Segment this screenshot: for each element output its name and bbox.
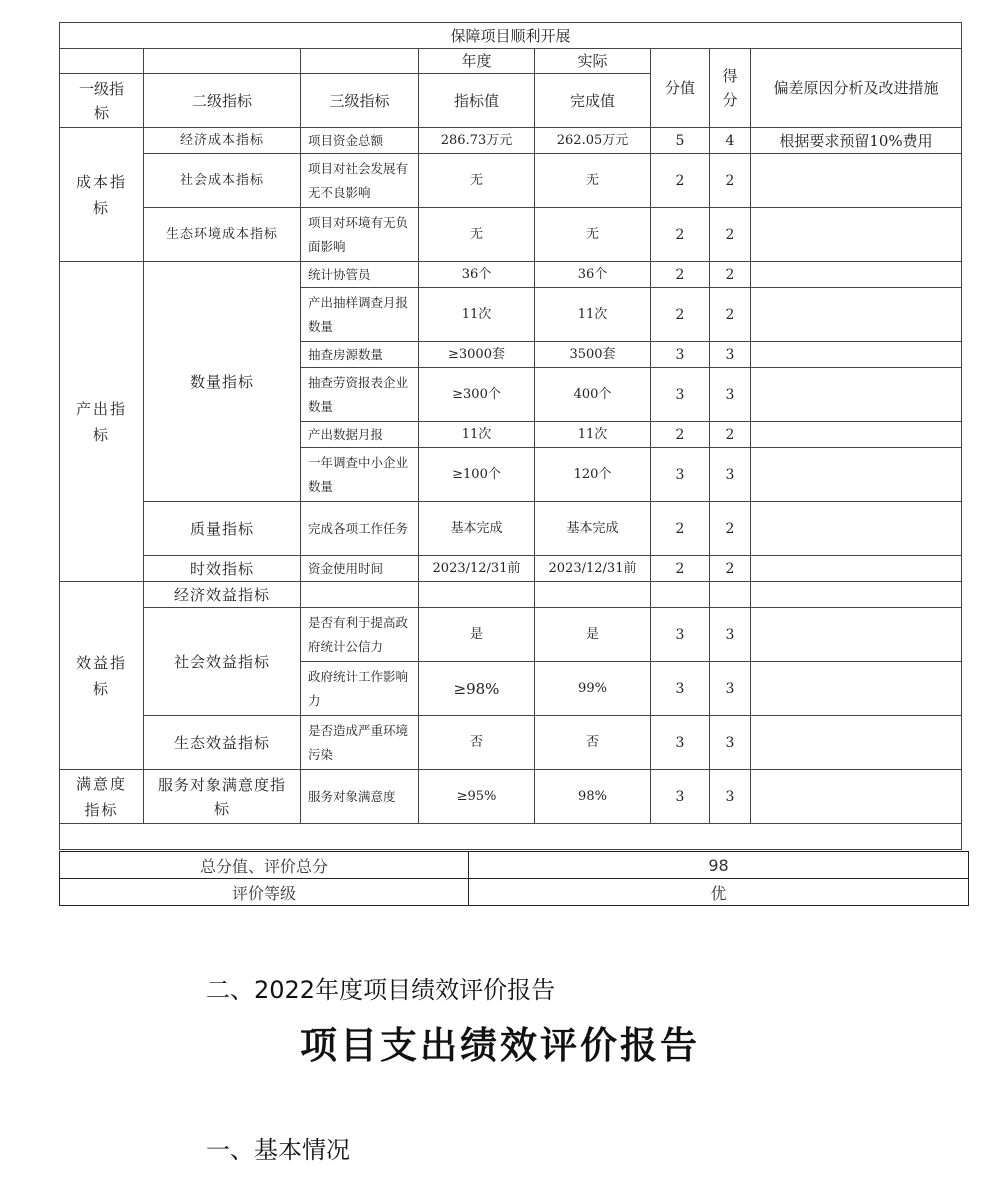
target-cell: 无 (419, 154, 535, 208)
table-row (60, 502, 962, 556)
actual-cell: 基本完成 (535, 502, 651, 556)
header-actual-bottom: 完成值 (535, 74, 651, 128)
level2-eco-benefit: 生态效益指标 (144, 716, 301, 770)
actual-cell: 36个 (535, 262, 651, 288)
header-spacer-1 (60, 49, 144, 74)
actual-cell: 无 (535, 208, 651, 262)
got-cell: 2 (710, 154, 751, 208)
target-cell: ≥100个 (419, 448, 535, 502)
level3-cell (301, 582, 419, 608)
level3-cell: 产出数据月报 (301, 422, 419, 448)
got-cell: 2 (710, 288, 751, 342)
level3-cell: 产出抽样调查月报数量 (301, 288, 419, 342)
note-cell (751, 662, 962, 716)
got-cell: 2 (710, 208, 751, 262)
level3-cell: 是否造成严重环境污染 (301, 716, 419, 770)
target-cell: ≥95% (419, 770, 535, 824)
target-cell: 是 (419, 608, 535, 662)
note-cell: 根据要求预留10%费用 (751, 128, 962, 154)
target-cell: 基本完成 (419, 502, 535, 556)
got-cell: 2 (710, 262, 751, 288)
group-cost: 成本指标 (60, 128, 144, 262)
note-cell (751, 208, 962, 262)
grade-value: 优 (469, 879, 969, 906)
actual-cell: 400个 (535, 368, 651, 422)
note-cell (751, 582, 962, 608)
header-spacer-3 (301, 49, 419, 74)
actual-cell: 99% (535, 662, 651, 716)
note-cell (751, 448, 962, 502)
score-cell: 2 (651, 208, 710, 262)
score-cell: 2 (651, 422, 710, 448)
got-cell: 2 (710, 502, 751, 556)
actual-cell: 11次 (535, 288, 651, 342)
score-cell: 3 (651, 770, 710, 824)
note-cell (751, 770, 962, 824)
score-cell (651, 582, 710, 608)
level3-cell: 抽查房源数量 (301, 342, 419, 368)
score-cell: 2 (651, 288, 710, 342)
level3-cell: 抽查劳资报表企业数量 (301, 368, 419, 422)
level3-cell: 项目对环境有无负面影响 (301, 208, 419, 262)
target-cell: 36个 (419, 262, 535, 288)
table-row (60, 154, 962, 208)
target-cell: 286.73万元 (419, 128, 535, 154)
got-cell (710, 582, 751, 608)
table-row (60, 608, 962, 662)
group-satisfaction: 满意度指标 (60, 770, 144, 824)
level2-economic-cost: 经济成本指标 (144, 128, 301, 154)
target-cell (419, 582, 535, 608)
header-spacer-2 (144, 49, 301, 74)
note-cell (751, 154, 962, 208)
actual-cell: 120个 (535, 448, 651, 502)
header-score-value: 分值 (651, 49, 710, 128)
note-cell (751, 262, 962, 288)
actual-cell: 无 (535, 154, 651, 208)
score-cell: 5 (651, 128, 710, 154)
header-annual-bottom: 指标值 (419, 74, 535, 128)
got-cell: 3 (710, 608, 751, 662)
summary-table (59, 851, 969, 906)
level2-social-benefit: 社会效益指标 (144, 608, 301, 716)
header-actual-top: 实际 (535, 49, 651, 74)
actual-cell: 是 (535, 608, 651, 662)
level2-quantity: 数量指标 (144, 262, 301, 502)
level3-cell: 项目对社会发展有无不良影响 (301, 154, 419, 208)
report-title: 项目支出绩效评价报告 (300, 1023, 700, 1067)
got-cell: 3 (710, 716, 751, 770)
got-cell: 3 (710, 368, 751, 422)
score-cell: 3 (651, 662, 710, 716)
got-cell: 3 (710, 770, 751, 824)
level2-social-cost: 社会成本指标 (144, 154, 301, 208)
level2-eco-cost: 生态环境成本指标 (144, 208, 301, 262)
note-cell (751, 716, 962, 770)
actual-cell: 11次 (535, 422, 651, 448)
target-cell: 11次 (419, 422, 535, 448)
score-cell: 2 (651, 262, 710, 288)
level2-service-satisfaction: 服务对象满意度指标 (144, 770, 301, 824)
score-cell: 3 (651, 716, 710, 770)
table-row (60, 770, 962, 824)
level3-cell: 资金使用时间 (301, 556, 419, 582)
target-cell: ≥300个 (419, 368, 535, 422)
header-score-got: 得分 (710, 49, 751, 128)
actual-cell: 2023/12/31前 (535, 556, 651, 582)
group-benefit: 效益指标 (60, 582, 144, 770)
score-cell: 2 (651, 502, 710, 556)
note-cell (751, 288, 962, 342)
total-score-label: 总分值、评价总分 (60, 852, 469, 879)
header-level1: 一级指标 (60, 74, 144, 128)
score-cell: 2 (651, 556, 710, 582)
note-cell (751, 422, 962, 448)
table-row (60, 716, 962, 770)
note-cell (751, 368, 962, 422)
got-cell: 2 (710, 556, 751, 582)
performance-table (59, 22, 962, 850)
level3-cell: 服务对象满意度 (301, 770, 419, 824)
got-cell: 3 (710, 342, 751, 368)
actual-cell: 98% (535, 770, 651, 824)
grade-label: 评价等级 (60, 879, 469, 906)
level2-quality: 质量指标 (144, 502, 301, 556)
score-cell: 3 (651, 448, 710, 502)
level2-timeliness: 时效指标 (144, 556, 301, 582)
level3-cell: 项目资金总额 (301, 128, 419, 154)
got-cell: 4 (710, 128, 751, 154)
section2-heading: 二、2022年度项目绩效评价报告 (206, 976, 556, 1004)
target-cell: 2023/12/31前 (419, 556, 535, 582)
actual-cell: 262.05万元 (535, 128, 651, 154)
table-title: 保障项目顺利开展 (60, 23, 962, 49)
target-cell: 无 (419, 208, 535, 262)
level3-cell: 一年调查中小企业数量 (301, 448, 419, 502)
table-row-empty (60, 824, 962, 850)
actual-cell: 否 (535, 716, 651, 770)
level3-cell: 统计协管员 (301, 262, 419, 288)
note-cell (751, 502, 962, 556)
target-cell: ≥98% (419, 662, 535, 716)
header-level2: 二级指标 (144, 74, 301, 128)
level3-cell: 完成各项工作任务 (301, 502, 419, 556)
target-cell: 11次 (419, 288, 535, 342)
got-cell: 3 (710, 448, 751, 502)
level3-cell: 政府统计工作影响力 (301, 662, 419, 716)
note-cell (751, 556, 962, 582)
header-level3: 三级指标 (301, 74, 419, 128)
empty-cell (60, 824, 962, 850)
level2-economic-benefit: 经济效益指标 (144, 582, 301, 608)
table-row (60, 582, 962, 608)
level3-cell: 是否有利于提高政府统计公信力 (301, 608, 419, 662)
score-cell: 3 (651, 368, 710, 422)
header-annual-top: 年度 (419, 49, 535, 74)
target-cell: 否 (419, 716, 535, 770)
group-output: 产出指标 (60, 262, 144, 582)
table-row (60, 262, 962, 288)
header-deviation: 偏差原因分析及改进措施 (751, 49, 962, 128)
note-cell (751, 608, 962, 662)
score-cell: 2 (651, 154, 710, 208)
got-cell: 2 (710, 422, 751, 448)
actual-cell: 3500套 (535, 342, 651, 368)
note-cell (751, 342, 962, 368)
got-cell: 3 (710, 662, 751, 716)
table-row (60, 556, 962, 582)
score-cell: 3 (651, 342, 710, 368)
actual-cell (535, 582, 651, 608)
total-score-value: 98 (469, 852, 969, 879)
table-row (60, 208, 962, 262)
table-row (60, 128, 962, 154)
section1-heading: 一、基本情况 (206, 1136, 350, 1164)
score-cell: 3 (651, 608, 710, 662)
target-cell: ≥3000套 (419, 342, 535, 368)
